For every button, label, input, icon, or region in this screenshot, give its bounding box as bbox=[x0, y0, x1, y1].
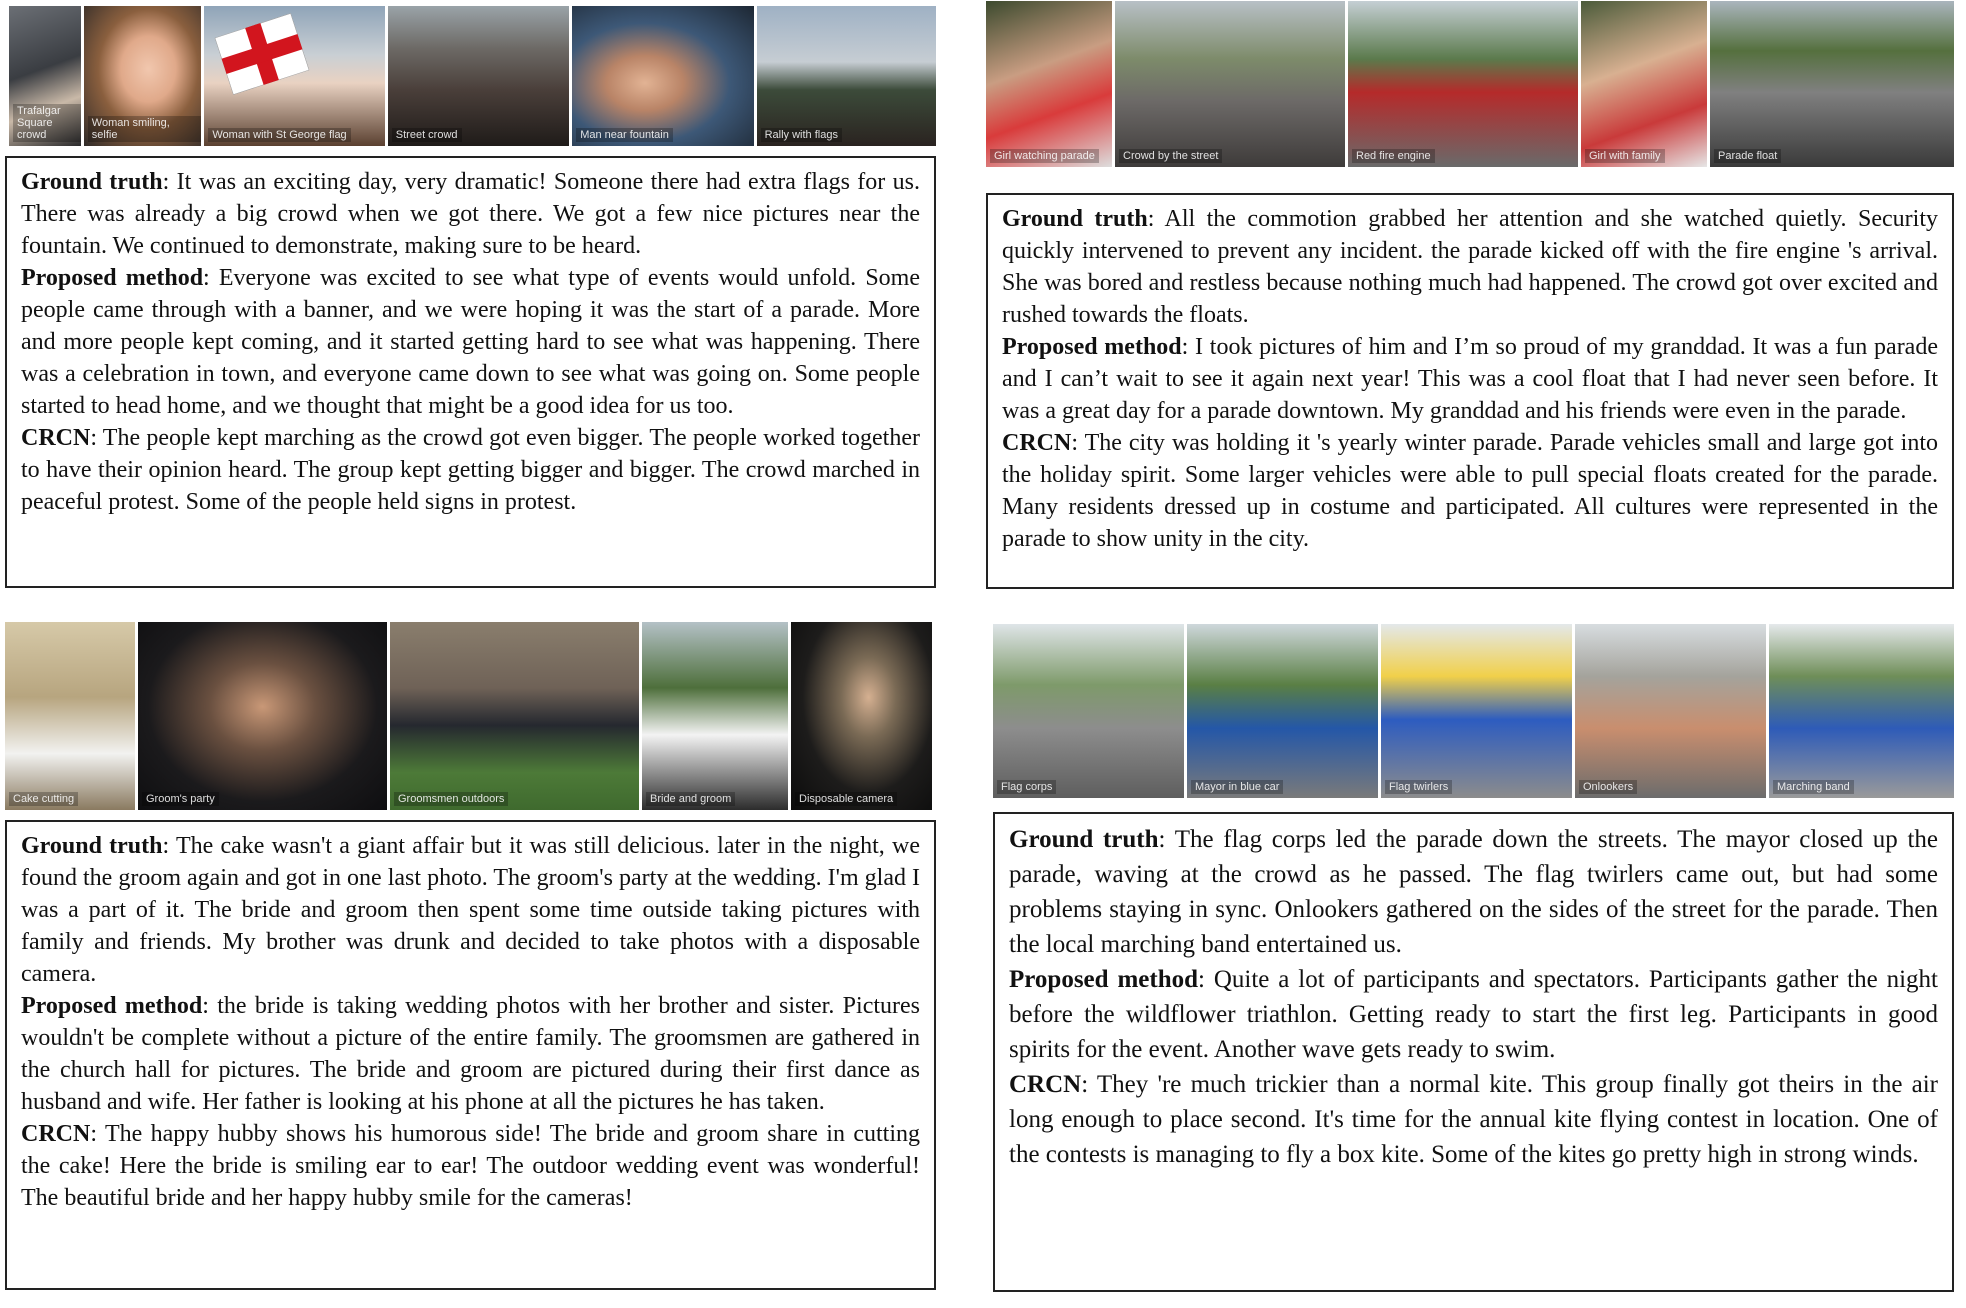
story-photo: Flag corps bbox=[993, 624, 1184, 798]
story-photo: Rally with flags bbox=[757, 6, 936, 146]
image-strip-1 bbox=[9, 6, 936, 146]
ground-truth-paragraph: Ground truth: It was an exciting day, very dramatic! Someone there had extra flags for us. There was already a big crowd when we got there. We got a few nice pictures near the fountain. We continued to demonstrate, making sure to be heard. bbox=[21, 169, 920, 259]
story-text-box-4 bbox=[993, 812, 1954, 1292]
story-photo: Girl with family bbox=[1581, 1, 1707, 167]
story-photo: Disposable camera bbox=[791, 622, 932, 810]
story-photo: Parade float bbox=[1710, 1, 1954, 167]
story-text-box-3 bbox=[5, 820, 936, 1290]
story-text-box-1 bbox=[5, 156, 936, 588]
proposed-method-paragraph: Proposed method: Quite a lot of participants and spectators. Participants gather the night before the wildflower triathlon. Getting ready to start the first leg. Participants in good spirits for the event. Another wave gets ready to swim. bbox=[1009, 966, 1938, 1063]
proposed-method-paragraph: Proposed method: the bride is taking wedding photos with her brother and sister. Pictures wouldn't be complete without a picture of the entire family. The groomsmen are gathered in the church hall for pictures. The bride and groom are pictured during their first dance as husband and wife. Her father is looking at his phone at all the pictures he has taken. bbox=[21, 993, 920, 1115]
ground-truth-paragraph: Ground truth: The cake wasn't a giant affair but it was still delicious. later in the night, we found the groom again and got in one last photo. The groom's party at the wedding. I'm glad I was a part of it. The bride and groom then spent some time outside taking pictures with family and friends. My brother was drunk and decided to take photos with a disposable camera. bbox=[21, 833, 921, 987]
story-photo: Cake cutting bbox=[5, 622, 135, 810]
proposed-method-paragraph: Proposed method: I took pictures of him and I’m so proud of my granddad. It was a fun parade and I can’t wait to see it again next year! This was a cool float that I had never seen before. It was a great day for a parade downtown. My granddad and his friends were even in the parade. bbox=[1002, 334, 1938, 424]
crcn-paragraph: CRCN: They 're much trickier than a normal kite. This group finally got theirs in the air long enough to place second. It's time for the annual kite flying contest in location. One of the contests is managing to fly a box kite. Some of the kites go pretty high in strong winds. bbox=[1009, 1071, 1938, 1168]
image-strip-3 bbox=[5, 622, 936, 810]
story-photo: Trafalgar Square crowd bbox=[9, 6, 81, 146]
image-strip-4 bbox=[993, 624, 1954, 798]
story-photo: Man near fountain bbox=[572, 6, 753, 146]
crcn-paragraph: CRCN: The people kept marching as the crowd got even bigger. The people worked together to have their opinion heard. The group kept getting bigger and bigger. The crowd marched in peaceful protest. Some of the people held signs in protest. bbox=[21, 425, 920, 515]
story-photo: Street crowd bbox=[388, 6, 569, 146]
crcn-paragraph: CRCN: The city was holding it 's yearly winter parade. Parade vehicles small and large got into the holiday spirit. Some larger vehicles were able to pull special floats created for the parade. Many residents dressed up in costume and participated. All cultures were represented in the parade to show unity in the city. bbox=[1002, 430, 1938, 552]
image-strip-2 bbox=[986, 1, 1954, 167]
ground-truth-paragraph: Ground truth: The flag corps led the parade down the streets. The mayor closed up the parade, waving at the crowd as he passed. The flag twirlers came out, but had some problems staying in sync. Onlookers gathered on the sides of the street for the parade. Then the local marching band entertained us. bbox=[1009, 826, 1939, 958]
story-photo: Mayor in blue car bbox=[1187, 624, 1378, 798]
st-george-flag-icon bbox=[215, 13, 310, 95]
story-photo: Bride and groom bbox=[642, 622, 788, 810]
story-photo: Red fire engine bbox=[1348, 1, 1578, 167]
story-photo: Girl watching parade bbox=[986, 1, 1112, 167]
story-photo: Woman smiling, selfie bbox=[84, 6, 202, 146]
story-photo: Crowd by the street bbox=[1115, 1, 1345, 167]
story-photo: Marching band bbox=[1769, 624, 1954, 798]
proposed-method-paragraph: Proposed method: Everyone was excited to see what type of events would unfold. Some people came through with a banner, and we were hoping it was the start of a parade. More and more people kept coming, and it started getting hard to see what was happening. There was a celebration in town, and everyone came down to see what was going on. Some people started to head home, and we thought that might be a good idea for us too. bbox=[21, 265, 920, 419]
story-photo: Groomsmen outdoors bbox=[390, 622, 639, 810]
story-photo: Onlookers bbox=[1575, 624, 1766, 798]
story-photo: Flag twirlers bbox=[1381, 624, 1572, 798]
ground-truth-paragraph: Ground truth: All the commotion grabbed her attention and she watched quietly. Security quickly intervened to prevent any incident. the parade kicked off with the fire engine 's arrival. She was bored and restless because nothing much had happened. The crowd got over excited and rushed towards the floats. bbox=[1002, 206, 1938, 328]
story-text-box-2 bbox=[986, 193, 1954, 589]
story-photo: Woman with St George flag bbox=[204, 6, 384, 146]
story-photo: Groom's party bbox=[138, 622, 387, 810]
crcn-paragraph: CRCN: The happy hubby shows his humorous side! The bride and groom share in cutting the cake! Here the bride is smiling ear to ear! The outdoor wedding event was wonderful! The beautiful bride and her happy hubby smile for the cameras! bbox=[21, 1121, 920, 1211]
